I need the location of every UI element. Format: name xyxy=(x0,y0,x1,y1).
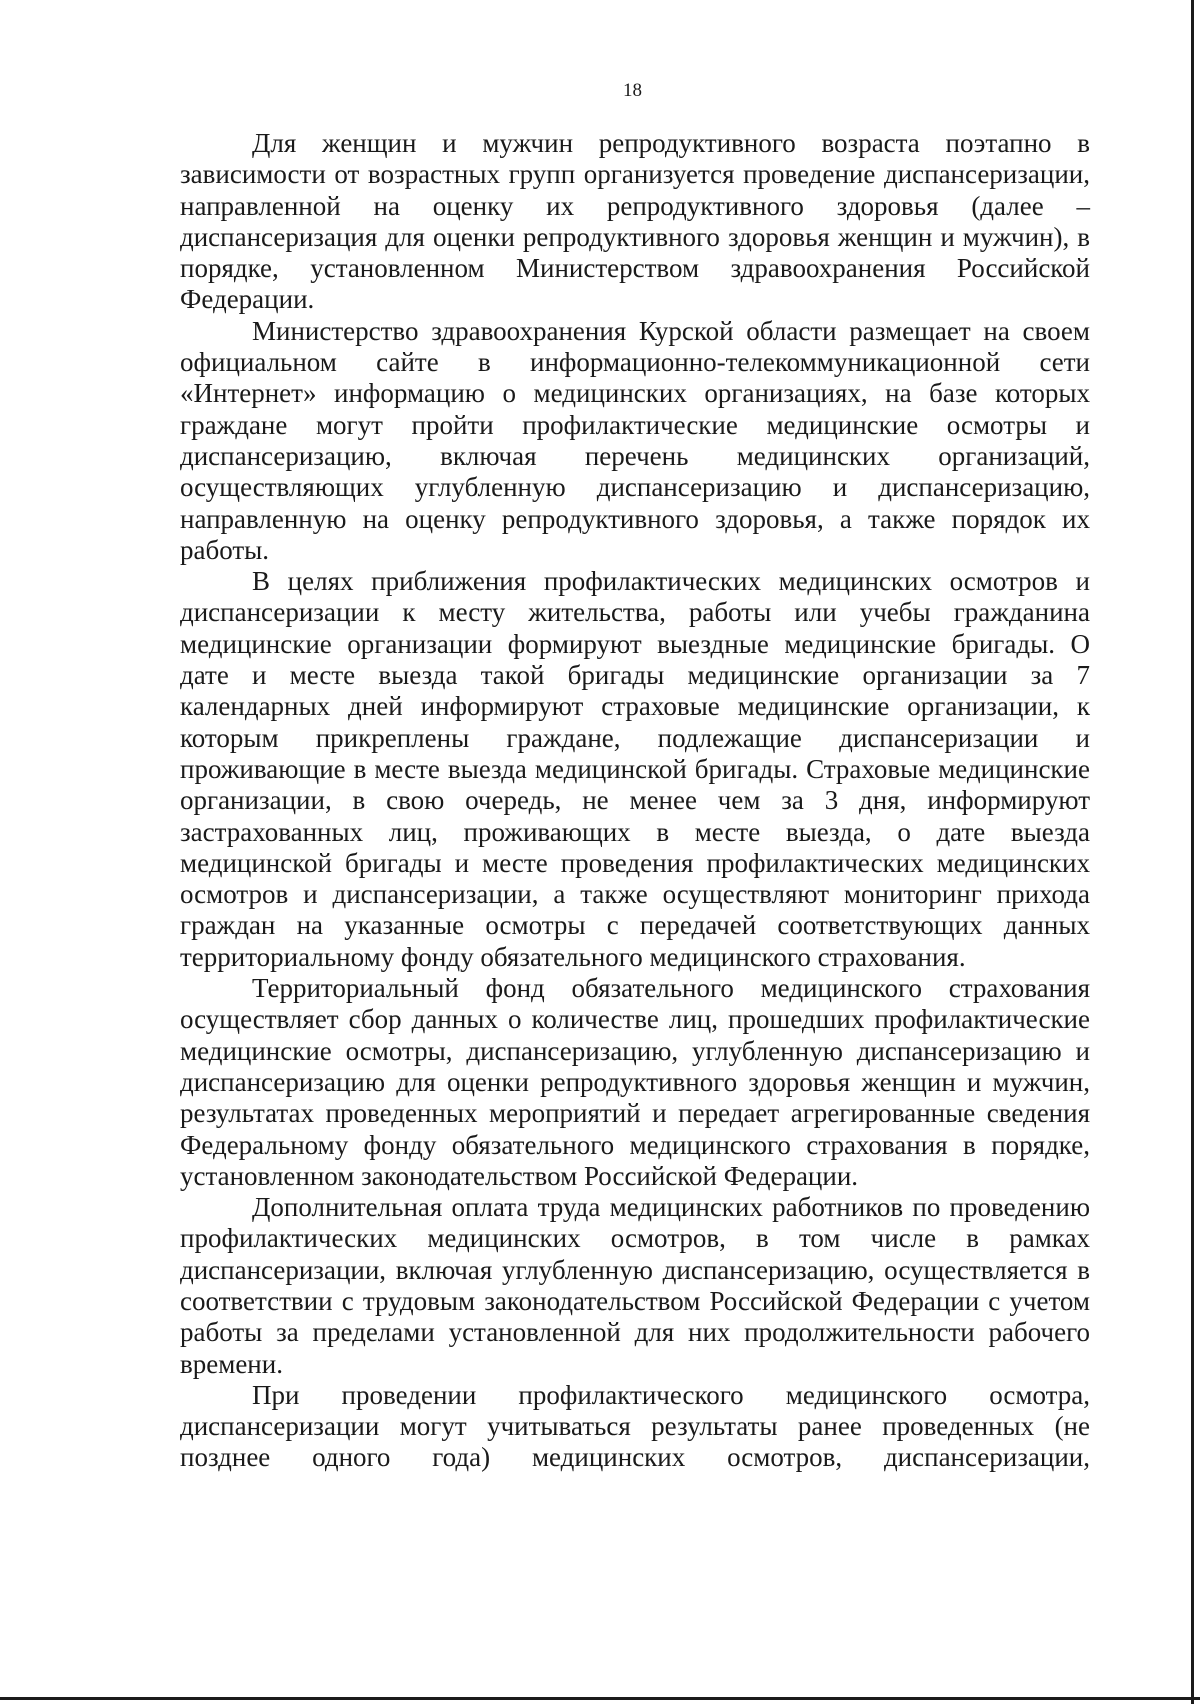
paragraph-additional-payment: Дополнительная оплата труда медицинских работников по проведению профилактических медицинских осмотров, в том числе в рамках диспансеризации, включая углубленную диспансеризацию, осуществляется в соответствии с трудовым законодательством Российской Федерации с учетом работы за пределами установленной для них продолжительности рабочего времени. xyxy=(180,1192,1090,1379)
paragraph-previous-results: При проведении профилактического медицинского осмотра, диспансеризации могут учитываться результаты ранее проведенных (не позднее одного года) медицинских осмотров, диспансеризации, xyxy=(180,1379,1090,1473)
scan-edge-right xyxy=(1191,0,1194,1704)
scan-edge-bottom xyxy=(0,1697,1200,1700)
document-body xyxy=(180,128,1090,1474)
page-number: 18 xyxy=(623,80,642,101)
paragraph-ministry-website: Министерство здравоохранения Курской области размещает на своем официальном сайте в информационно-телекоммуникационной сети «Интернет» информацию о медицинских организациях, на базе которых граждане могут пройти профилактические медицинские осмотры и диспансеризацию, включая перечень медицинских организаций, осуществляющих углубленную диспансеризацию и диспансеризацию, направленную на оценку репродуктивного здоровья, а также порядок их работы. xyxy=(180,315,1090,565)
paragraph-territorial-fund: Территориальный фонд обязательного медицинского страхования осуществляет сбор данных о количестве лиц, прошедших профилактические медицинские осмотры, диспансеризацию, углубленную диспансеризацию и диспансеризацию для оценки репродуктивного здоровья женщин и мужчин, результатах проведенных мероприятий и передает агрегированные сведения Федеральному фонду обязательного медицинского страхования в порядке, установленном законодательством Российской Федерации. xyxy=(180,973,1090,1191)
paragraph-reproductive-health: Для женщин и мужчин репродуктивного возраста поэтапно в зависимости от возрастных групп организуется проведение диспансеризации, направленной на оценку их репродуктивного здоровья (далее – диспансеризация для оценки репродуктивного здоровья женщин и мужчин), в порядке, установленном Министерством здравоохранения Российской Федерации. xyxy=(180,128,1090,315)
paragraph-mobile-brigades: В целях приближения профилактических медицинских осмотров и диспансеризации к месту жительства, работы или учебы гражданина медицинские организации формируют выездные медицинские бригады. О дате и месте выезда такой бригады медицинские организации за 7 календарных дней информируют страховые медицинские организации, к которым прикреплены граждане, подлежащие диспансеризации и проживающие в месте выезда медицинской бригады. Страховые медицинские организации, в свою очередь, не менее чем за 3 дня, информируют застрахованных лиц, проживающих в месте выезда, о дате выезда медицинской бригады и месте проведения профилактических медицинских осмотров и диспансеризации, а также осуществляют мониторинг прихода граждан на указанные осмотры с передачей соответствующих данных территориальному фонду обязательного медицинского страхования. xyxy=(180,566,1090,972)
